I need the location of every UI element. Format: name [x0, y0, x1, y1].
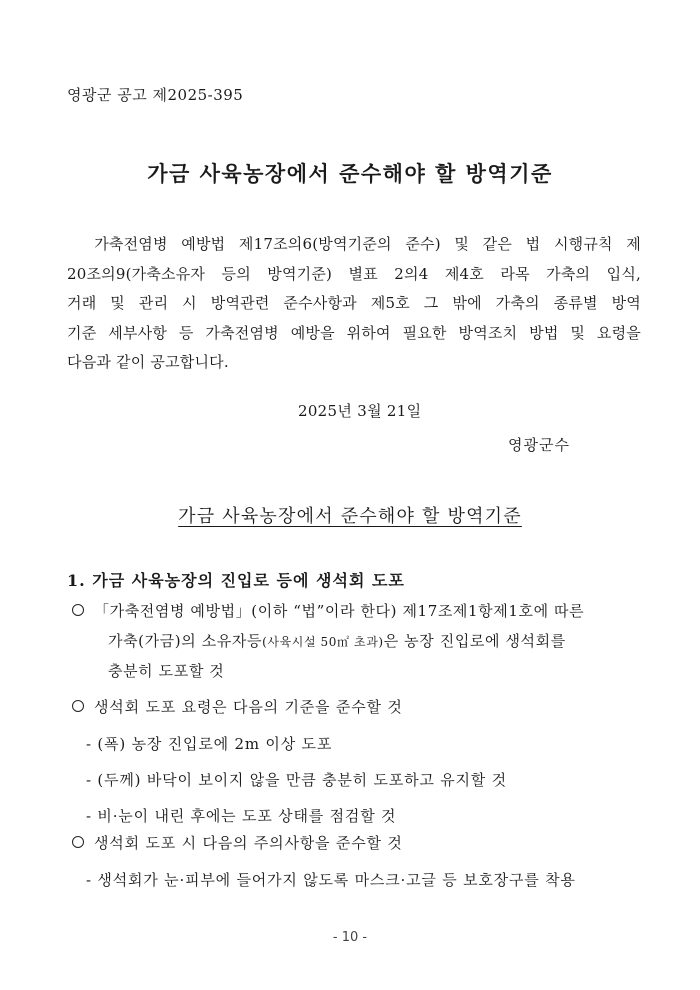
bullet-note: (사육시설 50㎡ 초과) [262, 635, 384, 649]
bullet-text: 생석회 도포 요령은 다음의 기준을 준수할 것 [94, 698, 403, 716]
sub-item: - 비·눈이 내린 후에는 도포 상태를 점검할 것 [86, 807, 397, 825]
sub-item: - (폭) 농장 진입로에 2m 이상 도포 [86, 735, 333, 753]
bullet-text: 가축(가금)의 소유자등 [108, 632, 263, 650]
notice-number: 영광군 공고 제2025-395 [67, 86, 244, 104]
intro-paragraph [67, 230, 641, 378]
notice-date: 2025년 3월 21일 [298, 402, 422, 420]
circle-bullet-icon [72, 836, 84, 848]
intro-line: 가축전염병 예방법 제17조의6(방역기준의 준수) 및 같은 법 시행규칙 제 [67, 235, 641, 253]
bullet-item [72, 828, 642, 898]
bullet-text: 은 농장 진입로에 생석회를 [383, 632, 566, 650]
page-number: - 10 - [332, 930, 368, 945]
intro-line: 다음과 같이 공고합니다. [67, 353, 229, 371]
circle-bullet-icon [72, 700, 84, 712]
intro-line: 기준 세부사항 등 가축전염병 예방을 위하여 필요한 방역조치 방법 및 요령을 [67, 323, 641, 342]
issuer-name: 영광군수 [508, 436, 570, 454]
section-heading: 1. 가금 사육농장의 진입로 등에 생석회 도포 [67, 571, 405, 590]
section-title [0, 502, 700, 528]
bullet-text: 생석회 도포 시 다음의 주의사항을 준수할 것 [94, 834, 403, 852]
bullet-item [72, 596, 642, 686]
intro-line: 거래 및 관리 시 방역관련 준수사항과 제5호 그 밖에 가축의 종류별 방역 [67, 294, 641, 312]
sub-item: - 생석회가 눈·피부에 들어가지 않도록 마스크·고글 등 보호장구를 착용 [86, 871, 576, 889]
bullet-text: 「가축전염병 예방법」(이하 “법”이라 한다) 제17조제1항제1호에 따른 [94, 602, 585, 620]
circle-bullet-icon [72, 604, 84, 616]
bullet-item [72, 692, 642, 834]
intro-line: 20조의9(가축소유자 등의 방역기준) 별표 2의4 제4호 라목 가축의 입식, [67, 264, 641, 283]
sub-item: - (두께) 바닥이 보이지 않을 만큼 충분히 도포하고 유지할 것 [86, 771, 507, 789]
page-title: 가금 사육농장에서 준수해야 할 방역기준 [147, 161, 553, 186]
section-title-text: 가금 사육농장에서 준수해야 할 방역기준 [178, 506, 522, 527]
bullet-text: 충분히 도포할 것 [108, 662, 225, 680]
